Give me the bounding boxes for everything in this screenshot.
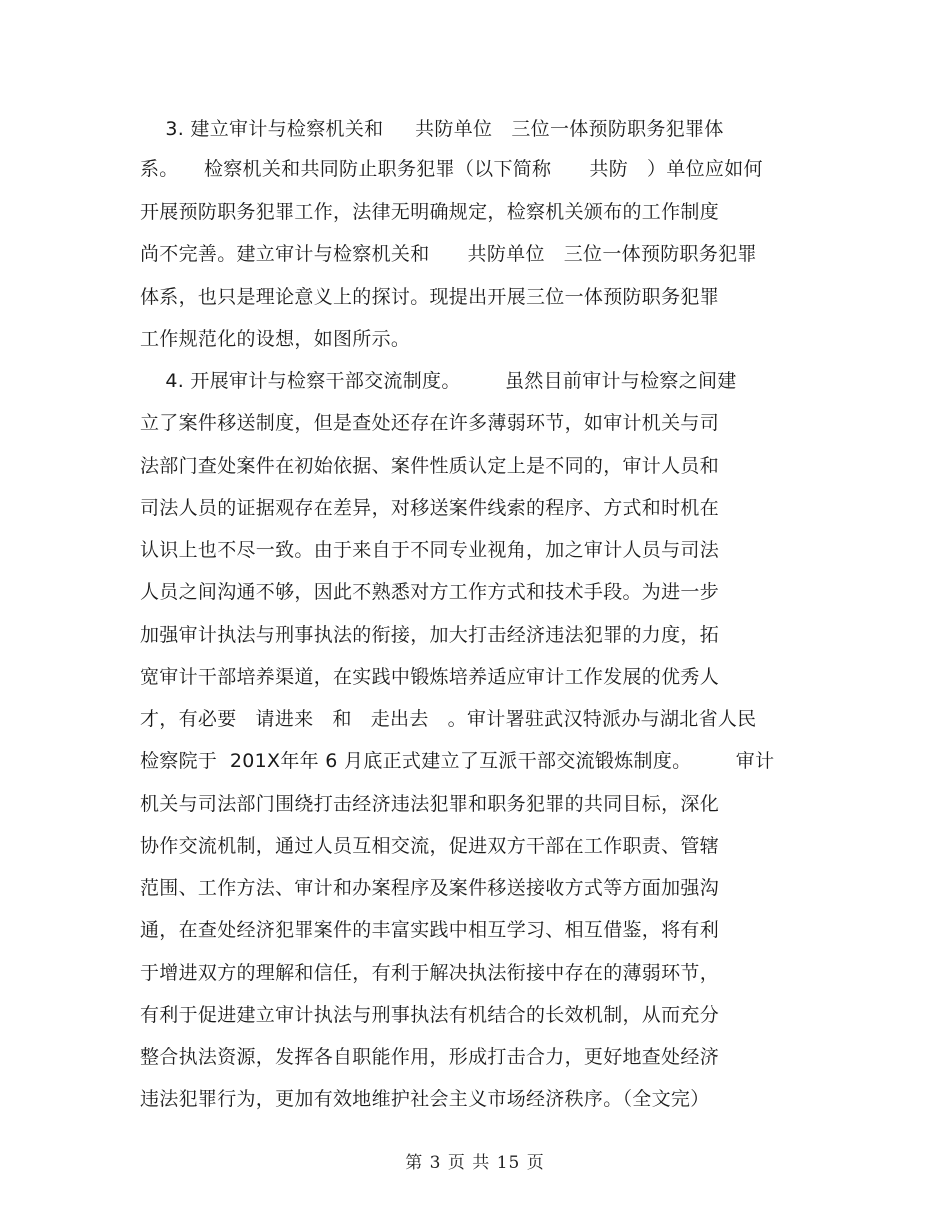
text-line: 4. 开展审计与检察干部交流制度。 虽然目前审计与检察之间建 [140,370,737,392]
text-line: 系。 检察机关和共同防止职务犯罪（以下简称 共防 ）单位应如何 [140,158,763,180]
text-line: 工作规范化的设想，如图所示。 [140,328,411,350]
text-line: 3. 建立审计与检察机关和 共防单位 三位一体预防职务犯罪体 [140,118,724,140]
text-line: 于增进双方的理解和信任，有利于解决执法衔接中存在的薄弱环节， [140,962,720,984]
text-line: 司法人员的证据观存在差异，对移送案件线索的程序、方式和时机在 [140,497,720,519]
text-line: 加强审计执法与刑事执法的衔接，加大打击经济违法犯罪的力度，拓 [140,624,720,646]
text-line: 法部门查处案件在初始依据、案件性质认定上是不同的，审计人员和 [140,455,720,477]
text-line: 开展预防职务犯罪工作，法律无明确规定，检察机关颁布的工作制度 [140,201,720,223]
text-line: 机关与司法部门围绕打击经济违法犯罪和职务犯罪的共同目标，深化 [140,793,720,815]
text-line: 违法犯罪行为，更加有效地维护社会主义市场经济秩序。（全文完） [140,1088,710,1110]
text-line: 有利于促进建立审计执法与刑事执法有机结合的长效机制，从而充分 [140,1004,720,1026]
text-line: 整合执法资源，发挥各自职能作用，形成打击合力，更好地查处经济 [140,1046,720,1068]
text-line: 协作交流机制，通过人员互相交流，促进双方干部在工作职责、管辖 [140,835,720,857]
text-line: 宽审计干部培养渠道，在实践中锻炼培养适应审计工作发展的优秀人 [140,666,720,688]
text-line: 检察院于 201X年年 6 月底正式建立了互派干部交流锻炼制度。 审计 [140,750,775,772]
text-line: 体系，也只是理论意义上的探讨。现提出开展三位一体预防职务犯罪 [140,286,720,308]
text-line: 才，有必要 请进来 和 走出去 。审计署驻武汉特派办与湖北省人民 [140,708,757,730]
text-line: 范围、工作方法、审计和办案程序及案件移送接收方式等方面加强沟 [140,877,720,899]
text-line: 通，在查处经济犯罪案件的丰富实践中相互学习、相互借鉴，将有利 [140,919,720,941]
page-number-footer: 第 3 页 共 15 页 [405,1153,545,1173]
text-line: 认识上也不尽一致。由于来自于不同专业视角，加之审计人员与司法 [140,539,720,561]
text-line: 人员之间沟通不够，因此不熟悉对方工作方式和技术手段。为进一步 [140,581,720,603]
text-line: 尚不完善。建立审计与检察机关和 共防单位 三位一体预防职务犯罪 [140,243,757,265]
text-line: 立了案件移送制度，但是查处还存在许多薄弱环节，如审计机关与司 [140,412,720,434]
